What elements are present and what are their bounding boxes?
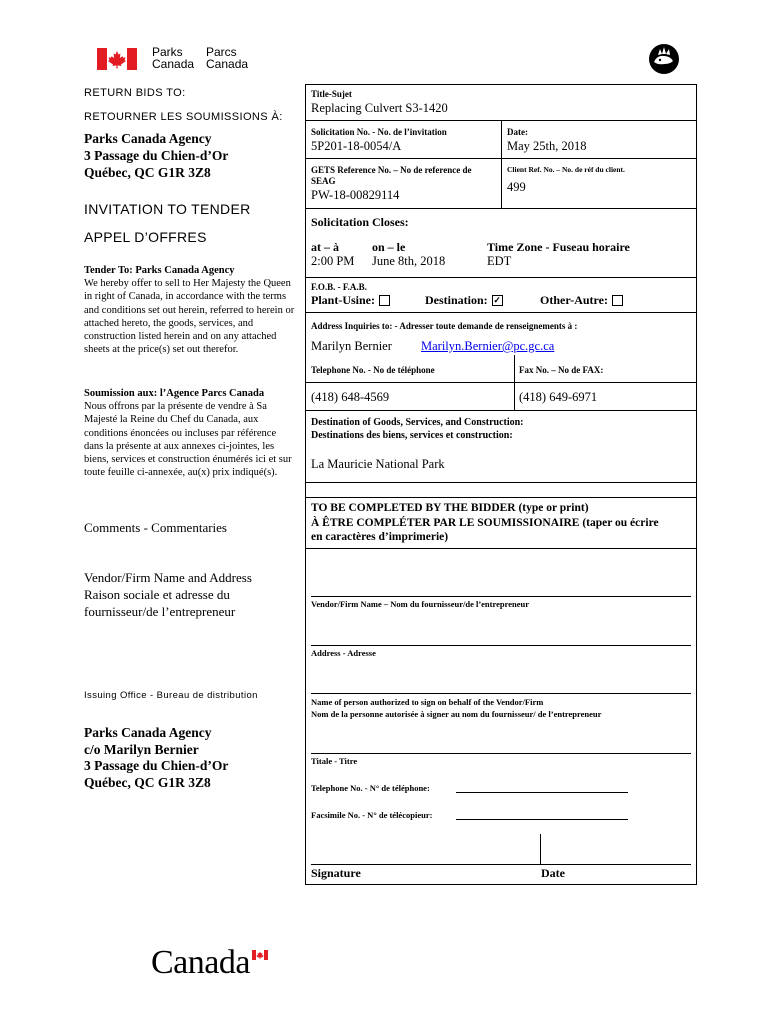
bidder-facsimile-label: Facsimile No. - N° de télécopieur: [311, 810, 433, 820]
plant-checkbox[interactable] [379, 295, 390, 306]
gets-value: PW-18-00829114 [311, 188, 400, 202]
return-bids-fr: RETOURNER LES SOUMISSIONS À: [84, 111, 283, 123]
soumission-block: Soumission aux: l’Agence Parcs Canada Nous offrons par la présente de vendre à Sa Majesté la Reine du Chef du Canada, aux conditions énoncées ou incluses par référence dans la présente at aux annexes ci-jointes, les biens, services et construction énumérés ici et sur toute feuille ci-annexée, au(x) prix indiqué(s). [84, 388, 292, 479]
solicitation-label: Solicitation No. - No. de l’invitation [311, 127, 447, 137]
gets-label: GETS Reference No. – No de reference de SEAG [311, 165, 472, 186]
at-label: at – à [311, 240, 339, 254]
wordmark-flag-icon [252, 950, 268, 960]
on-label: on – le [372, 240, 406, 254]
fax-value: (418) 649-6971 [519, 390, 598, 404]
title-value: Replacing Culvert S3-1420 [311, 101, 448, 115]
authorized-person-label: Name of person authorized to sign on behalf of the Vendor/Firm Nom de la personne autorisée à signer au nom du fournisseur/ de l’entrepreneur [311, 697, 602, 719]
tender-to-block: Tender To: Parks Canada Agency We hereby offer to sell to Her Majesty the Queen in right of Canada, in accordance with the terms and conditions set out herein, referred to herein or attached hereto, the goods, services, and construction listed herein and on any attached sheets at the price(s) set out therefor. [84, 265, 295, 356]
other-checkbox[interactable] [612, 295, 623, 306]
client-ref-value: 499 [507, 180, 526, 194]
parks-canada-signature [97, 47, 257, 73]
destination-option[interactable]: Destination: ✓ [425, 293, 501, 307]
closes-label: Solicitation Closes: [311, 215, 409, 229]
return-address: Parks Canada Agency 3 Passage du Chien-d’Or Québec, QC G1R 3Z8 [84, 131, 229, 180]
vendor-name-label: Vendor/Firm Name – Nom du fournisseur/de l’entrepreneur [311, 599, 529, 609]
bidder-instructions: TO BE COMPLETED BY THE BIDDER (type or print) À ÊTRE COMPLÉTER PAR LE SOUMISSIONAIRE (taper ou écrire en caractères d’imprimerie) [311, 502, 659, 543]
logo-parcs-fr: Parcs Canada [206, 45, 249, 71]
plant-usine-option[interactable]: Plant-Usine: [311, 293, 390, 308]
tz-label: Time Zone - Fuseau horaire [487, 240, 630, 254]
address-inquiries-label: Address Inquiries to: - Adresser toute demande de renseignements à : [311, 321, 578, 331]
telephone-value: (418) 648-4569 [311, 390, 390, 404]
beaver-emblem-icon [648, 43, 680, 75]
comments-label: Comments - Commentaries [84, 520, 227, 535]
address-label: Address - Adresse [311, 648, 376, 658]
date-signature-label: Date [541, 866, 565, 880]
canada-wordmark: Canada [151, 946, 250, 980]
title-label: Title-Sujet [311, 89, 352, 99]
fob-label: F.O.B. - F.A.B. [311, 282, 367, 292]
signature-label: Signature [311, 866, 361, 880]
vendor-firm-label: Vendor/Firm Name and Address Raison sociale et adresse du fournisseur/de l’entrepreneur [84, 570, 252, 619]
issuing-address: Parks Canada Agency c/o Marilyn Bernier 3 Passage du Chien-d’Or Québec, QC G1R 3Z8 [84, 725, 229, 790]
date-label: Date: [507, 127, 528, 137]
contact-email-link[interactable]: Marilyn.Bernier@pc.gc.ca [421, 339, 555, 353]
invitation-to-tender: INVITATION TO TENDER [84, 201, 251, 217]
issuing-office-label: Issuing Office - Bureau de distribution [84, 690, 258, 701]
logo-parks-en: Parks Canada [152, 45, 195, 71]
fax-label: Fax No. – No de FAX: [519, 365, 604, 375]
signature-line[interactable] [311, 864, 691, 865]
authorized-person-line [311, 693, 691, 694]
tz-value: EDT [487, 254, 512, 268]
appel-doffres: APPEL D’OFFRES [84, 229, 207, 245]
other-autre-option[interactable]: Other-Autre: [540, 293, 623, 308]
titale-label: Titale - Titre [311, 756, 358, 766]
address-line [311, 645, 691, 646]
destination-goods-value: La Mauricie National Park [311, 457, 445, 471]
at-value: 2:00 PM [311, 254, 355, 268]
return-bids-en: RETURN BIDS TO: [84, 87, 186, 99]
canada-flag-icon [97, 48, 137, 70]
client-ref-label: Client Ref. No. – No. de réf du client. [507, 165, 625, 174]
date-value: May 25th, 2018 [507, 139, 587, 153]
bidder-telephone-label: Telephone No. - N° de téléphone: [311, 783, 430, 793]
on-value: June 8th, 2018 [372, 254, 446, 268]
bidder-telephone-line[interactable] [456, 792, 628, 793]
destination-checkbox[interactable]: ✓ [493, 294, 501, 305]
contact-name: Marilyn Bernier [311, 339, 392, 353]
solicitation-value: 5P201-18-0054/A [311, 139, 402, 153]
telephone-label: Telephone No. - No de téléphone [311, 365, 435, 375]
destination-goods-label: Destination of Goods, Services, and Construction: Destinations des biens, services et construction: [311, 417, 524, 441]
titale-line [311, 753, 691, 754]
vendor-name-line [311, 596, 691, 597]
bidder-facsimile-line[interactable] [456, 819, 628, 820]
